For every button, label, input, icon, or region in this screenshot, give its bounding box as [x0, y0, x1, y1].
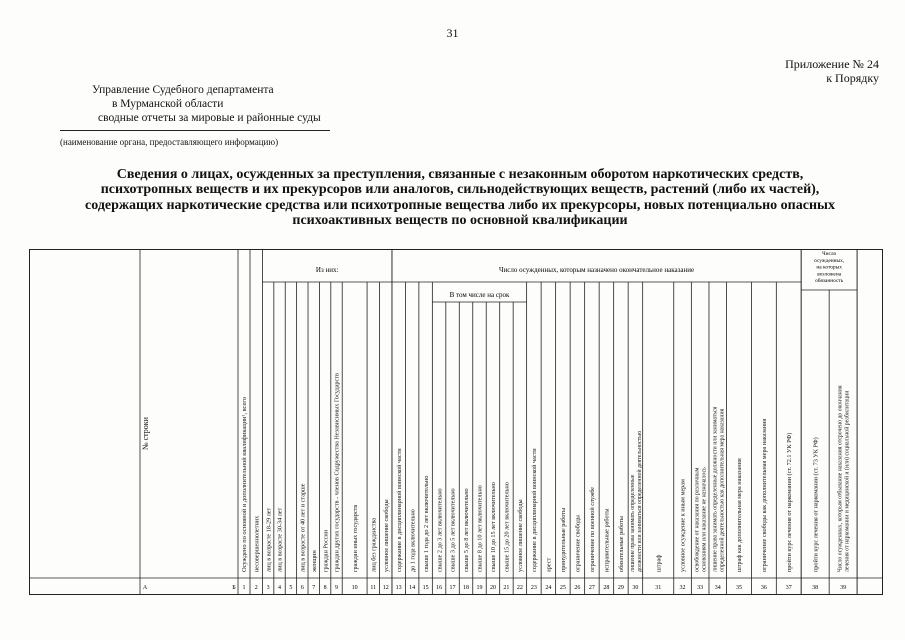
of-them-header: Из них: — [315, 266, 339, 274]
column-number: 17 — [449, 585, 456, 591]
column-header: основаниям или наказание не назначалось — [701, 467, 708, 572]
column-number: 21 — [503, 585, 510, 591]
column-header: свыше 3 до 5 лет включительно — [449, 488, 457, 572]
column-header: свыше 15 до 20 лет включительно — [503, 482, 511, 572]
column-number: 10 — [351, 585, 358, 591]
column-number: 3 — [266, 585, 270, 591]
column-number: 16 — [436, 585, 443, 591]
column-header: содержание в дисциплинарной воинской части — [531, 448, 539, 572]
column-number: 24 — [545, 585, 552, 591]
column-header: условное осуждение к иным мерам — [679, 479, 687, 572]
row-number-header: № строки — [140, 417, 150, 450]
organization-block — [92, 83, 321, 125]
table-grid — [30, 250, 882, 594]
column-number: 22 — [516, 585, 523, 591]
column-header: свыше 8 до 10 лет включительно — [476, 485, 484, 572]
column-number: 34 — [714, 585, 721, 591]
column-number: 15 — [422, 585, 429, 591]
column-number: 2 — [254, 585, 258, 591]
column-header: лечения от наркомании и медицинской и (или) социальной реабилитации — [844, 390, 851, 572]
column-header: ограничение свободы — [574, 515, 582, 572]
column-header: свыше 5 до 8 лет включительно — [463, 488, 471, 572]
organization-underline — [60, 130, 330, 131]
column-header: несовершеннолетних — [253, 515, 261, 572]
column-header: свыше 2 до 3 лет включительно — [436, 488, 444, 572]
column-header: лишение права занимать определенные должности или заниматься — [712, 406, 719, 572]
column-number: Б — [232, 585, 236, 591]
column-header: Число осужденных, которым отбывание наказания отсрочено до окончания — [837, 385, 844, 572]
punishment-header: Число осужденных, которым назначено окончательное наказание — [499, 266, 695, 274]
column-number: 13 — [395, 585, 402, 591]
page-number: 31 — [446, 26, 459, 40]
column-header: ограничение по военной службе — [589, 486, 597, 572]
column-number: 19 — [476, 585, 483, 591]
column-header: граждан других государств - членов Содружества Независимых Государств — [333, 373, 341, 572]
column-number: 9 — [335, 585, 339, 591]
appendix-line1: Приложение № 24 — [785, 57, 879, 71]
column-header: до 1 года включительно — [409, 509, 417, 572]
column-header: штраф как дополнительная мера наказания — [736, 458, 744, 572]
organization-line1: Управление Судебного департамента — [92, 84, 274, 96]
column-header: свыше 1 года до 2 лет включительно — [422, 475, 430, 572]
column-number: 4 — [278, 585, 282, 591]
title-line2: психотропных веществ и их прекурсоров или аналогов, сильнодействующих веществ, растений (либо их частей), — [100, 182, 820, 198]
column-number: А — [142, 585, 148, 591]
column-number: 27 — [588, 585, 595, 591]
column-number: 33 — [697, 585, 704, 591]
column-number: 5 — [289, 585, 293, 591]
column-header: ограничение свободы как дополнительная мера наказания — [761, 418, 769, 572]
title-line4: психоактивных веществ по основной квалификации — [292, 212, 628, 228]
column-number: 11 — [370, 585, 377, 591]
title-line1: Сведения о лицах, осужденных за преступления, связанные с незаконным оборотом наркотических средств, — [116, 167, 804, 182]
column-header: должности или заниматься определенной деятельностью — [636, 430, 643, 572]
treatment-header-line: обязанность — [815, 278, 844, 285]
column-number: 37 — [785, 585, 792, 591]
column-number: 23 — [530, 585, 537, 591]
column-number: 20 — [489, 585, 496, 591]
total-header: Осуждено по основной и дополнительной квалификации¹, всего — [241, 397, 249, 572]
column-number: 30 — [632, 585, 639, 591]
organization-line2: в Мурманской области — [112, 98, 224, 110]
column-number: 7 — [312, 585, 316, 591]
treatment-header-line: на которых — [816, 264, 842, 271]
column-header: лиц в возрасте 30-34 лет — [276, 507, 284, 572]
column-header: освобождение от наказания по различным — [694, 467, 701, 572]
column-header: пройти курс лечения от наркомании (ст. 73 УК РФ) — [812, 437, 820, 572]
column-header: арест — [545, 557, 553, 572]
column-header: лиц в возрасте от 40 лет и старше — [299, 483, 307, 572]
column-header: условное лишение свободы — [382, 499, 390, 572]
column-header: свыше 10 до 15 лет включительно — [490, 482, 498, 572]
column-header: принудительные работы — [560, 507, 568, 572]
column-number: 8 — [323, 585, 327, 591]
column-header: содержание в дисциплинарной воинской части — [395, 448, 403, 572]
organization-caption: (наименование органа, предоставляющего информацию) — [60, 137, 279, 147]
column-header: исправительные работы — [603, 508, 611, 572]
column-number: 12 — [382, 585, 389, 591]
column-number: 36 — [760, 585, 767, 591]
treatment-header-line: Число — [822, 251, 837, 257]
term-header: В том числе на срок — [449, 291, 510, 299]
organization-line3: сводные отчеты за мировые и районные суды — [98, 112, 321, 124]
appendix-label — [785, 57, 879, 85]
treatment-header-line: возложена — [817, 271, 842, 278]
column-number: 6 — [300, 585, 304, 591]
column-number: 25 — [559, 585, 566, 591]
column-header: лишение права занимать определенные — [629, 474, 636, 572]
column-header: лиц без гражданства — [370, 517, 378, 572]
column-header: определенной деятельностью как дополнительная мера наказания — [719, 408, 726, 572]
appendix-line2: к Порядку — [826, 71, 879, 85]
column-number: 31 — [655, 585, 662, 591]
column-number: 1 — [242, 585, 246, 591]
document-title — [40, 167, 880, 228]
column-header: женщин — [310, 550, 318, 572]
column-number: 29 — [617, 585, 624, 591]
column-header: лиц в возрасте 18-29 лет — [265, 507, 273, 572]
column-number: 28 — [603, 585, 610, 591]
title-line3: содержащих наркотические средства или психотропные вещества либо их прекурсоры, новых потенциально опасных — [85, 197, 835, 213]
column-number: 39 — [840, 585, 847, 591]
column-number: 14 — [409, 585, 416, 591]
column-header: граждан России — [322, 529, 330, 572]
column-number: 26 — [574, 585, 581, 591]
column-header: обязательные работы — [618, 516, 626, 572]
column-number: 32 — [679, 585, 686, 591]
column-header: штраф — [655, 554, 663, 572]
treatment-header-line: осужденных, — [814, 257, 845, 264]
column-number: 35 — [736, 585, 743, 591]
column-header: пройти курс лечения от наркомании (ст. 72.1 УК РФ) — [785, 432, 793, 572]
column-header: условное лишение свободы — [517, 499, 525, 572]
column-header: граждан иных государств — [351, 504, 359, 572]
statistics-table — [29, 249, 883, 595]
column-number: 18 — [463, 585, 470, 591]
column-number: 38 — [812, 585, 819, 591]
